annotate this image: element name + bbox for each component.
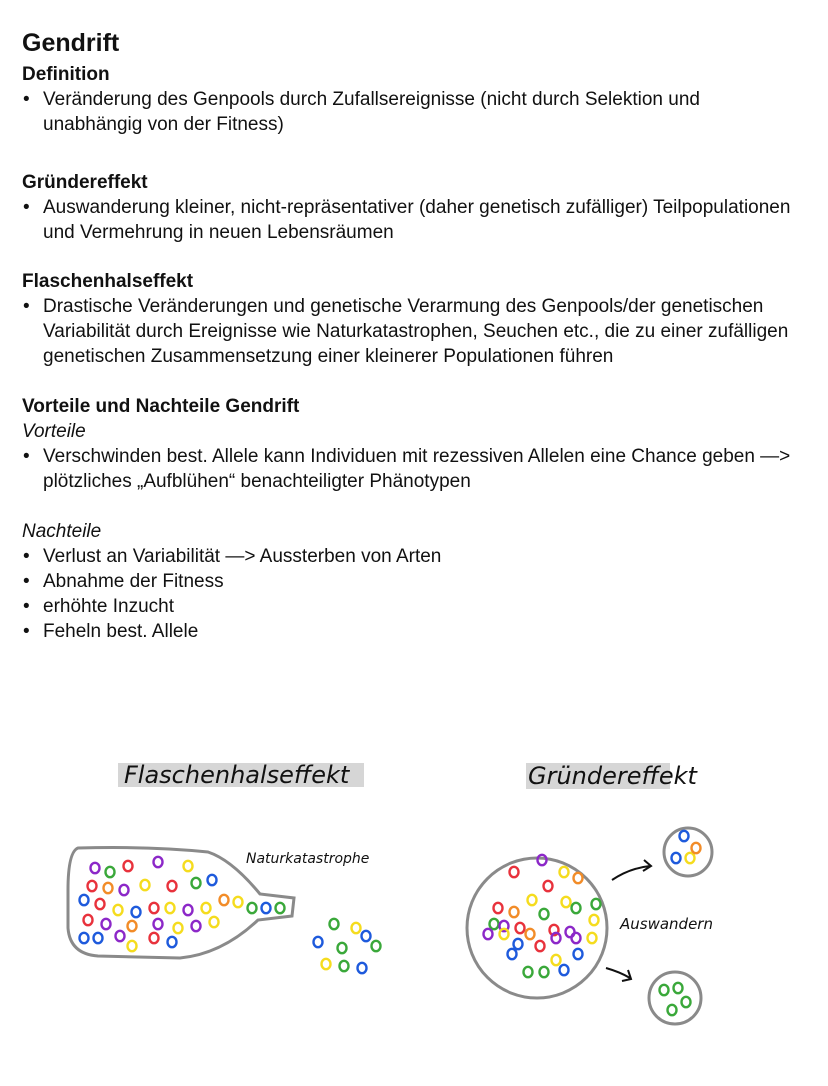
gruendereffekt-heading: Gründereffekt (22, 172, 148, 193)
allele-dot (84, 915, 93, 925)
allele-dot (352, 923, 361, 933)
founder-circle-lower (649, 972, 701, 1024)
allele-dot (168, 937, 177, 947)
allele-dot (174, 923, 183, 933)
allele-dot (210, 917, 219, 927)
allele-dot (514, 939, 523, 949)
gruendereffekt-list (22, 195, 802, 245)
allele-dot (150, 903, 159, 913)
auswandern-label: Auswandern (620, 915, 713, 933)
list-item: • Abnahme der Fitness (22, 569, 802, 594)
allele-dot (516, 923, 525, 933)
allele-dot (538, 855, 547, 865)
definition-heading: Definition (22, 64, 110, 85)
allele-dot (120, 885, 129, 895)
allele-dot (338, 943, 347, 953)
allele-dot (234, 897, 243, 907)
allele-dot (91, 863, 100, 873)
gendrift-illustration (0, 740, 828, 1086)
allele-dot (168, 881, 177, 891)
allele-dot (526, 929, 535, 939)
allele-dot (80, 933, 89, 943)
vorteile-list (22, 444, 802, 494)
flaschenhalseffekt-sketch-title: Flaschenhalseffekt (124, 761, 350, 789)
allele-dot (80, 895, 89, 905)
allele-dot (128, 921, 137, 931)
allele-dot (248, 903, 257, 913)
allele-dot (340, 961, 349, 971)
bottle-alleles (80, 857, 285, 951)
allele-dot (674, 983, 683, 993)
arrow-upper (612, 866, 650, 880)
list-item: • Drastische Veränderungen und genetische Verarmung des Genpools/der genetischen Variabilität durch Ereignisse wie Naturkatastrophen, Seuchen etc., die zu einer zufälligen genetischen Zusammensetzung einer kleinerer Populationen führen (22, 294, 802, 369)
allele-dot (682, 997, 691, 1007)
allele-dot (96, 899, 105, 909)
allele-dot (560, 867, 569, 877)
vorteile-label: Vorteile (22, 421, 86, 442)
allele-dot (314, 937, 323, 947)
allele-dot (574, 949, 583, 959)
allele-dot (220, 895, 229, 905)
allele-dot (544, 881, 553, 891)
allele-dot (141, 880, 150, 890)
allele-dot (94, 933, 103, 943)
allele-dot (322, 959, 331, 969)
allele-dot (372, 941, 381, 951)
founder-upper-alleles (672, 831, 701, 863)
allele-dot (208, 875, 217, 885)
allele-dot (102, 919, 111, 929)
allele-dot (128, 941, 137, 951)
gruendereffekt-sketch-title: Gründereffekt (528, 762, 697, 790)
allele-dot (560, 965, 569, 975)
allele-dot (330, 919, 339, 929)
list-item: • Veränderung des Genpools durch Zufallsereignisse (nicht durch Selektion und unabhängig von der Fitness) (22, 87, 802, 137)
allele-dot (262, 903, 271, 913)
allele-dot (116, 931, 125, 941)
pros-cons-heading: Vorteile und Nachteile Gendrift (22, 396, 300, 417)
arrow-lower (606, 968, 630, 978)
escaped-alleles (314, 919, 381, 973)
allele-dot (524, 967, 533, 977)
population-alleles (484, 855, 601, 977)
allele-dot (668, 1005, 677, 1015)
naturkatastrophe-label: Naturkatastrophe (246, 851, 370, 867)
allele-dot (202, 903, 211, 913)
allele-dot (114, 905, 123, 915)
allele-dot (484, 929, 493, 939)
allele-dot (166, 903, 175, 913)
allele-dot (686, 853, 695, 863)
allele-dot (660, 985, 669, 995)
allele-dot (106, 867, 115, 877)
allele-dot (192, 921, 201, 931)
allele-dot (562, 897, 571, 907)
list-item: • Verlust an Variabilität —> Aussterben von Arten (22, 544, 802, 569)
allele-dot (494, 903, 503, 913)
allele-dot (124, 861, 133, 871)
allele-dot (490, 919, 499, 929)
allele-dot (572, 933, 581, 943)
list-item: • erhöhte Inzucht (22, 594, 802, 619)
allele-dot (528, 895, 537, 905)
allele-dot (192, 878, 201, 888)
allele-dot (184, 905, 193, 915)
allele-dot (150, 933, 159, 943)
allele-dot (552, 955, 561, 965)
allele-dot (566, 927, 575, 937)
allele-dot (540, 909, 549, 919)
definition-list (22, 87, 802, 137)
nachteile-list (22, 544, 802, 644)
allele-dot (574, 873, 583, 883)
allele-dot (510, 907, 519, 917)
allele-dot (536, 941, 545, 951)
allele-dot (362, 931, 371, 941)
allele-dot (132, 907, 141, 917)
allele-dot (692, 843, 701, 853)
allele-dot (680, 831, 689, 841)
allele-dot (590, 915, 599, 925)
allele-dot (154, 919, 163, 929)
list-item: • Feheln best. Allele (22, 619, 802, 644)
allele-dot (104, 883, 113, 893)
allele-dot (88, 881, 97, 891)
list-item: • Verschwinden best. Allele kann Individuen mit rezessiven Allelen eine Chance geben —> plötzliches „Aufblühen“ benachteiligter Phänotypen (22, 444, 802, 494)
allele-dot (508, 949, 517, 959)
allele-dot (276, 903, 285, 913)
document (22, 26, 802, 644)
flaschenhalseffekt-heading: Flaschenhalseffekt (22, 271, 194, 292)
nachteile-label: Nachteile (22, 521, 102, 542)
page-title: Gendrift (22, 29, 120, 57)
allele-dot (592, 899, 601, 909)
flaschenhalseffekt-list (22, 294, 802, 369)
allele-dot (540, 967, 549, 977)
allele-dot (672, 853, 681, 863)
allele-dot (572, 903, 581, 913)
list-item: • Auswanderung kleiner, nicht-repräsentativer (daher genetisch zufälliger) Teilpopulationen und Vermehrung in neuen Lebensräumen (22, 195, 802, 245)
allele-dot (154, 857, 163, 867)
founder-lower-alleles (660, 983, 691, 1015)
allele-dot (588, 933, 597, 943)
allele-dot (358, 963, 367, 973)
allele-dot (510, 867, 519, 877)
allele-dot (184, 861, 193, 871)
